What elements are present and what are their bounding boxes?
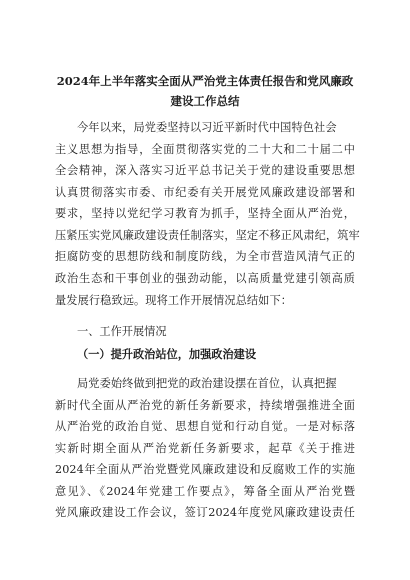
body-line: 从严治党的政治自觉、思想自觉和行动自觉。一是对标落 — [55, 420, 355, 433]
intro-line: 拒腐防变的思想防线和制度防线，为全市营造风清气正的 — [55, 250, 355, 263]
intro-line: 量发展行稳致远。现将工作开展情况总结如下： — [55, 294, 293, 307]
intro-line: 今年以来，局党委坚持以习近平新时代中国特色社会 — [77, 121, 337, 134]
intro-line: 主义思想为指导，全面贯彻落实党的二十大和二十届二中 — [55, 143, 355, 156]
body-line: 意见》、《2024年党建工作要点》，筹备全面从严治党暨 — [55, 485, 355, 498]
body-line: 党风廉政建设工作会议，签订2024年度党风廉政建设责任 — [55, 506, 355, 519]
intro-line: 政治生态和干事创业的强劲动能，以高质量党建引领高质 — [55, 272, 355, 285]
document-title-line-1: 2024年上半年落实全面从严治党主体责任报告和党风廉政 — [56, 74, 354, 88]
intro-line: 要求，坚持以党纪学习教育为抓手，坚持全面从严治党， — [55, 207, 355, 220]
intro-line: 全会精神，深入落实习近平总书记关于党的建设重要思想 — [55, 164, 355, 177]
section-heading: 一、工作开展情况 — [77, 325, 167, 338]
body-line: 局党委始终做到把党的政治建设摆在首位，认真把握 — [77, 377, 337, 390]
body-line: 实新时期全面从严治党新任务新要求，起草《关于推进 — [55, 442, 355, 455]
intro-line: 压紧压实党风廉政建设责任制落实，坚定不移正风肃纪，筑牢 — [55, 229, 360, 242]
body-line: 新时代全面从严治党的新任务新要求，持续增强推进全面 — [55, 399, 355, 412]
subsection-heading: （一）提升政治站位，加强政治建设 — [77, 347, 257, 361]
document-title-line-2: 建设工作总结 — [170, 94, 240, 108]
intro-line: 认真贯彻落实市委、市纪委有关开展党风廉政建设部署和 — [55, 186, 355, 199]
body-line: 2024年全面从严治党暨党风廉政建设和反腐败工作的实施 — [55, 463, 355, 476]
